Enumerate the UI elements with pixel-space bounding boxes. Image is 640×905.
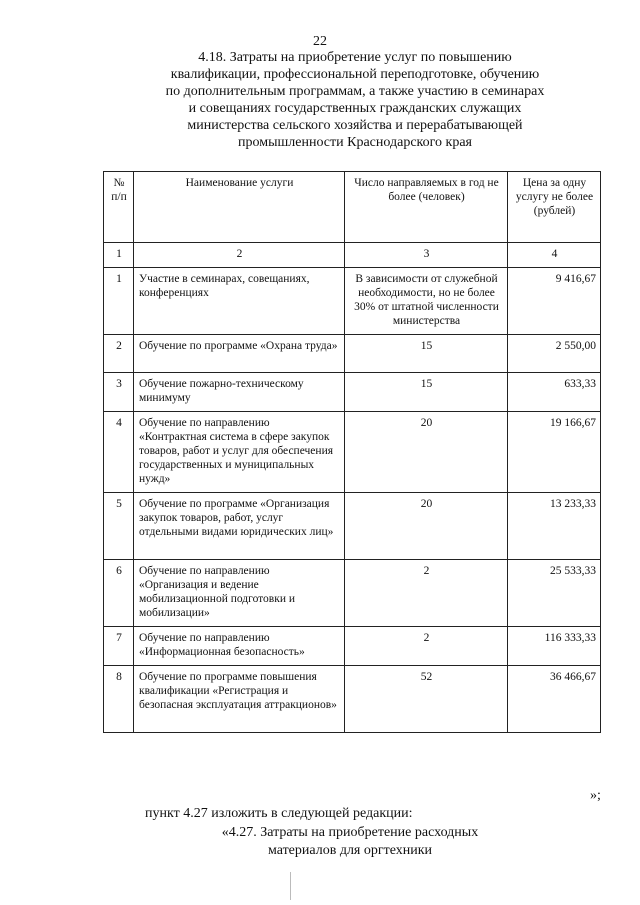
paragraph-intro: пункт 4.27 изложить в следующей редакции: (145, 806, 413, 821)
row-service-name: Участие в семинарах, совещаниях, конференциях (134, 268, 345, 335)
column-number-row (104, 243, 601, 268)
row-count: 52 (345, 666, 508, 733)
row-count: 20 (345, 412, 508, 493)
section-heading-line: квалификации, профессиональной переподготовке, обучению (170, 67, 540, 82)
next-section-heading (195, 824, 505, 860)
next-heading-line: материалов для оргтехники (267, 843, 433, 858)
header-num: № п/п (104, 172, 134, 243)
column-number: 1 (104, 243, 134, 268)
table-row (104, 412, 601, 493)
row-price: 116 333,33 (508, 627, 601, 666)
row-service-name: Обучение по программе «Охрана труда» (134, 335, 345, 373)
services-table (103, 171, 601, 733)
scan-artifact-line (290, 872, 291, 900)
column-number: 3 (345, 243, 508, 268)
row-price: 25 533,33 (508, 560, 601, 627)
table-row (104, 560, 601, 627)
row-num: 6 (104, 560, 134, 627)
row-service-name: Обучение по программе «Организация закупок товаров, работ, услуг отдельными видами юридических лиц» (134, 493, 345, 560)
row-price: 2 550,00 (508, 335, 601, 373)
page-number: 22 (313, 34, 327, 49)
section-heading-line: 4.18. Затраты на приобретение услуг по повышению (198, 50, 512, 65)
column-number: 2 (134, 243, 345, 268)
table-row (104, 493, 601, 560)
row-num: 1 (104, 268, 134, 335)
row-service-name: Обучение по направлению «Информационная безопасность» (134, 627, 345, 666)
row-price: 633,33 (508, 373, 601, 412)
row-service-name: Обучение по программе повышения квалификации «Регистрация и безопасная эксплуатация аттракционов» (134, 666, 345, 733)
table-row (104, 627, 601, 666)
section-heading (120, 49, 590, 151)
section-heading-line: и совещаниях государственных гражданских служащих (188, 101, 522, 116)
row-count: 15 (345, 373, 508, 412)
row-price: 36 466,67 (508, 666, 601, 733)
table-header-row (104, 172, 601, 243)
section-heading-line: по дополнительным программам, а также участию в семинарах (165, 84, 545, 99)
table-row (104, 373, 601, 412)
header-price: Цена за одну услугу не более (рублей) (508, 172, 601, 243)
row-price: 19 166,67 (508, 412, 601, 493)
row-price: 9 416,67 (508, 268, 601, 335)
row-count: 15 (345, 335, 508, 373)
row-service-name: Обучение по направлению «Контрактная система в сфере закупок товаров, работ и услуг для обеспечения государственных и муниципальных нужд» (134, 412, 345, 493)
row-service-name: Обучение по направлению «Организация и ведение мобилизационной подготовки и мобилизации» (134, 560, 345, 627)
table-row (104, 268, 601, 335)
header-count: Число направляемых в год не более (человек) (345, 172, 508, 243)
row-count: 2 (345, 560, 508, 627)
closing-quote: »; (590, 788, 601, 803)
row-num: 5 (104, 493, 134, 560)
row-service-name: Обучение пожарно-техническому минимуму (134, 373, 345, 412)
row-num: 8 (104, 666, 134, 733)
row-count: В зависимости от служебной необходимости, но не более 30% от штатной численности министерства (345, 268, 508, 335)
header-name: Наименование услуги (134, 172, 345, 243)
next-heading-line: «4.27. Затраты на приобретение расходных (221, 825, 479, 840)
row-num: 2 (104, 335, 134, 373)
table-row (104, 666, 601, 733)
row-num: 7 (104, 627, 134, 666)
row-count: 2 (345, 627, 508, 666)
section-heading-line: промышленности Краснодарского края (238, 135, 472, 150)
row-count: 20 (345, 493, 508, 560)
table-row (104, 335, 601, 373)
row-price: 13 233,33 (508, 493, 601, 560)
row-num: 4 (104, 412, 134, 493)
column-number: 4 (508, 243, 601, 268)
section-heading-line: министерства сельского хозяйства и перерабатывающей (187, 118, 523, 133)
row-num: 3 (104, 373, 134, 412)
